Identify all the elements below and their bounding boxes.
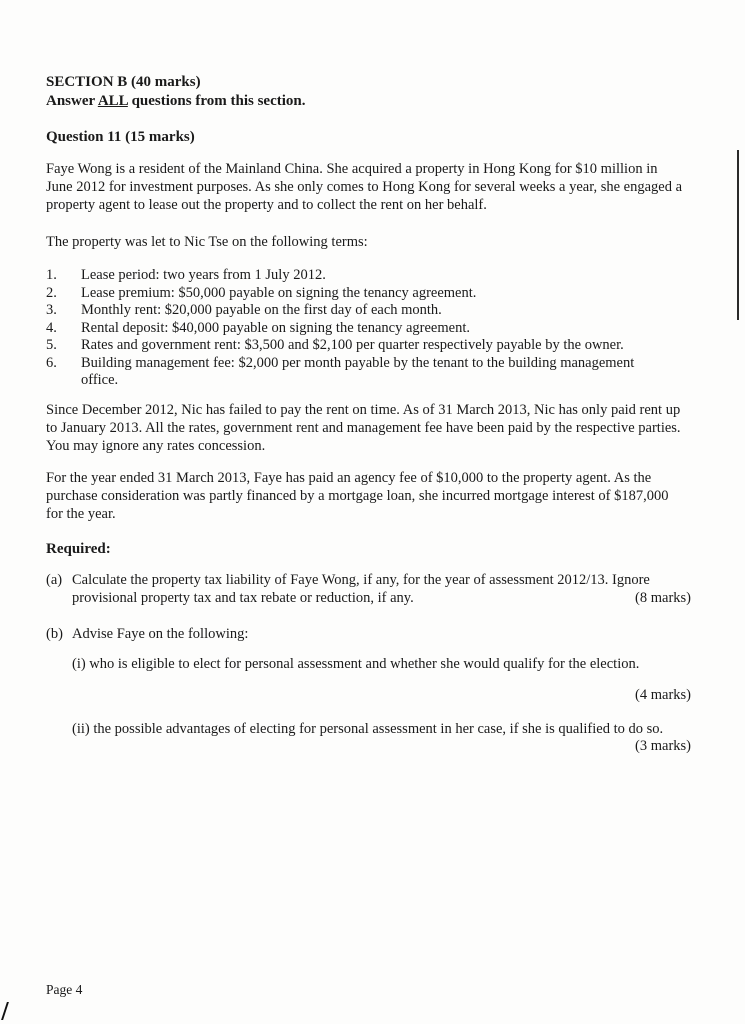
list-item	[46, 285, 666, 303]
part-b	[46, 625, 691, 643]
part-a-label: (a)	[46, 572, 63, 588]
list-item	[46, 355, 666, 390]
section-title: SECTION B (40 marks)	[46, 74, 201, 90]
part-b-i-text: (i) who is eligible to elect for personal assessment and whether she would qualify for the election.	[72, 656, 640, 672]
part-b-ii-text: (ii) the possible advantages of electing for personal assessment in her case, if she is qualified to do so.	[72, 721, 664, 737]
question-paragraph-2: The property was let to Nic Tse on the following terms:	[46, 234, 368, 250]
list-item-number: 1.	[46, 267, 57, 283]
required-heading: Required:	[46, 541, 111, 557]
instruction-emphasis: ALL	[97, 93, 128, 109]
list-item-text: Rates and government rent: $3,500 and $2,100 per quarter respectively payable by the owner.	[81, 337, 624, 353]
part-b-i-marks: (4 marks)	[635, 687, 691, 703]
list-item	[46, 302, 666, 320]
question-paragraph-1: Faye Wong is a resident of the Mainland China. She acquired a property in Hong Kong for $10 million in June 2012 for investment purposes. As she only comes to Hong Kong for several weeks a year, she engaged a property agent to lease out the property and to collect the rent on her behalf.	[46, 161, 683, 213]
list-item-text: Rental deposit: $40,000 payable on signing the tenancy agreement.	[81, 319, 470, 336]
question-title: Question 11 (15 marks)	[46, 129, 195, 145]
instruction-prefix: Answer	[46, 93, 98, 109]
list-item-text: Monthly rent: $20,000 payable on the first day of each month.	[81, 302, 442, 318]
list-item-text: Building management fee: $2,000 per month payable by the tenant to the building management office.	[81, 354, 635, 388]
list-item-number: 5.	[46, 337, 57, 353]
page-edge-shadow	[737, 150, 739, 320]
list-item	[46, 320, 666, 338]
part-a-text: Calculate the property tax liability of Faye Wong, if any, for the year of assessment 2012/13. Ignore provisional property tax and tax rebate or reduction, if any.	[72, 572, 650, 606]
question-paragraph-3: Since December 2012, Nic has failed to pay the rent on time. As of 31 March 2013, Nic has only paid rent up to January 2013. All the rates, government rent and management fee have been paid by the respective parties. You may ignore any rates concession.	[46, 402, 681, 454]
part-a	[46, 571, 691, 607]
instruction-suffix: questions from this section.	[127, 93, 306, 109]
list-item-number: 4.	[46, 319, 57, 336]
part-b-ii-marks: (3 marks)	[635, 738, 691, 754]
page-corner-mark	[1, 1002, 17, 1020]
list-item-number: 2.	[46, 284, 57, 301]
question-paragraph-4: For the year ended 31 March 2013, Faye has paid an agency fee of $10,000 to the property agent. As the purchase consideration was partly financed by a mortgage loan, she incurred mortgage interest of $187,000 for the year.	[46, 470, 669, 522]
list-item-text: Lease premium: $50,000 payable on signing the tenancy agreement.	[81, 284, 477, 301]
list-item-text: Lease period: two years from 1 July 2012.	[81, 267, 326, 283]
part-a-marks: (8 marks)	[635, 590, 691, 606]
list-item-number: 3.	[46, 302, 57, 318]
part-a-text-wrap	[72, 571, 691, 607]
lease-terms-list	[46, 267, 666, 390]
list-item-number: 6.	[46, 354, 57, 371]
page-number: Page 4	[46, 982, 83, 997]
part-b-label: (b)	[46, 626, 63, 642]
section-instruction	[46, 92, 696, 111]
list-item	[46, 267, 666, 285]
part-b-text: Advise Faye on the following:	[72, 626, 249, 642]
list-item	[46, 337, 666, 355]
